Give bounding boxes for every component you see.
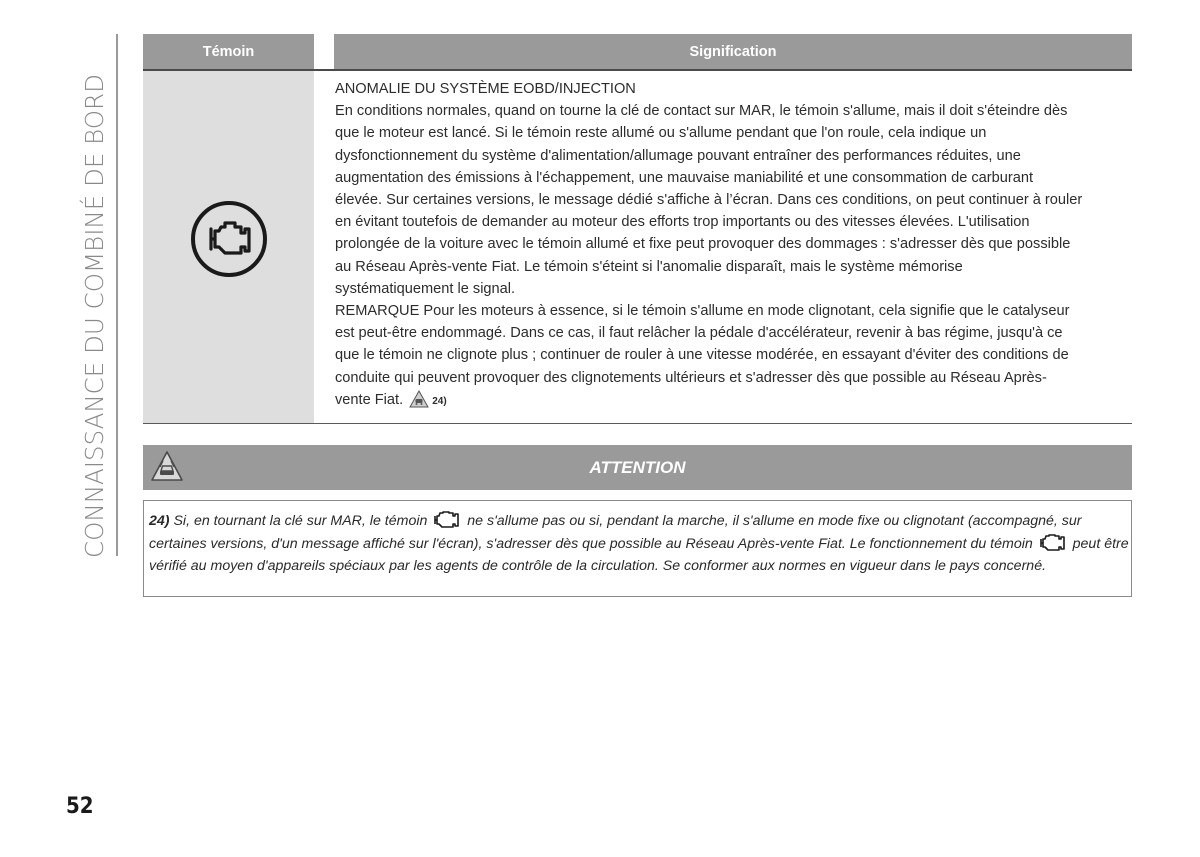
attention-title: ATTENTION <box>589 458 686 477</box>
text-line: systématiquement le signal. <box>335 280 516 297</box>
check-engine-icon <box>433 511 461 534</box>
attention-ref: 24) <box>149 513 170 529</box>
text-line: au Réseau Après-vente Fiat. Le témoin s'éteint si l'anomalie disparaît, mais le système mémorise <box>335 258 963 275</box>
attention-text-part: Si, en tournant la clé sur MAR, le témoin <box>169 513 432 529</box>
page-number: 52 <box>66 794 94 819</box>
row-divider <box>143 423 1132 424</box>
signification-text <box>335 78 1135 415</box>
text-line: élevée. Sur certaines versions, le message dédié s'affiche à l’écran. Dans ces conditions, on peut continuer à rouler <box>335 192 1083 209</box>
attention-text-part: peut être vérifié au moyen d'appareils spéciaux par les agents de contrôle de la circulation. Se conformer aux normes en vigueur dans le pays concerné. <box>149 536 1129 574</box>
reference-link[interactable]: 24) <box>432 395 447 407</box>
temoin-cell <box>143 71 314 423</box>
last-line-text: vente Fiat. <box>335 391 404 408</box>
column-header-signification: Signification <box>334 34 1132 69</box>
text-line-last <box>335 389 1135 415</box>
text-line: que le moteur est lancé. Si le témoin reste allumé ou s'allume pendant que l'on roule, cela indique un <box>335 125 987 142</box>
attention-header <box>143 445 1132 490</box>
row-title: ANOMALIE DU SYSTÈME EOBD/INJECTION <box>335 81 636 97</box>
text-line: en évitant toutefois de demander au moteur des efforts trop importants ou des vitesses élevées. L'utilisation <box>335 214 1030 231</box>
check-engine-icon <box>1039 534 1067 557</box>
side-divider <box>116 34 118 556</box>
column-header-temoin: Témoin <box>143 34 314 69</box>
text-line: conduite qui peuvent provoquer des clignotements ultérieurs et s'adresser dès que possible au Réseau Après- <box>335 369 1047 386</box>
text-line: REMARQUE Pour les moteurs à essence, si le témoin s'allume en mode clignotant, cela signifie que le catalyseur <box>335 303 1070 320</box>
warning-car-icon <box>409 390 429 415</box>
text-line: prolongée de la voiture avec le témoin allumé et fixe peut provoquer des dommages : s'adresser dès que possible <box>335 236 1071 253</box>
text-line: est peut-être endommagé. Dans ce cas, il faut relâcher la pédale d'accélérateur, revenir à bas régime, jusqu'à ce <box>335 325 1063 342</box>
text-line: augmentation des émissions à l'échappement, une mauvaise maniabilité et une consommation de carburant <box>335 169 1034 186</box>
check-engine-icon <box>189 199 269 279</box>
section-title: CONNAISSANCE DU COMBINÉ DE BORD <box>80 74 109 558</box>
text-line: dysfonctionnement du système d'alimentation/allumage pouvant entraîner des performances réduites, une <box>335 147 1021 164</box>
text-line: En conditions normales, quand on tourne la clé de contact sur MAR, le témoin s'allume, mais il doit s'éteindre dès <box>335 103 1068 120</box>
attention-text <box>149 511 1134 575</box>
attention-box <box>143 500 1132 597</box>
attention-text-part: ne s'allume pas ou si, pendant la marche, il s'allume en mode fixe ou clignotant (accompagné, sur certaines versions, d'un message affiché sur l'écran), s'adresser dès que possible au Réseau Après-vente Fiat. Le fonctionnement du témoin <box>149 513 1082 552</box>
text-line: que le témoin ne clignote plus ; continuer de rouler à une vitesse modérée, en essayant d'éviter des conditions de <box>335 347 1069 364</box>
